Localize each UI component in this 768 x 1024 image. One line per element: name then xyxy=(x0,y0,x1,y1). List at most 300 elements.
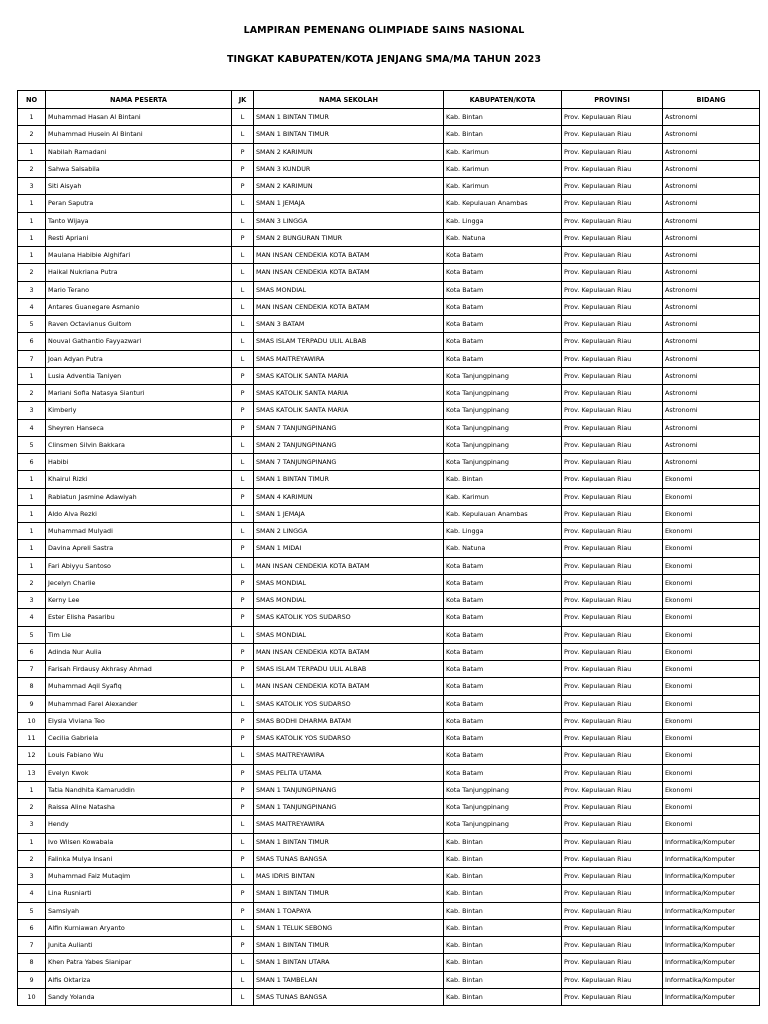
cell-nama-peserta: Evelyn Kwok xyxy=(46,764,232,781)
header-nama-sekolah: NAMA SEKOLAH xyxy=(254,91,444,109)
cell-kabupaten-kota: Kota Batam xyxy=(444,712,562,729)
cell-no: 1 xyxy=(18,781,46,798)
cell-kabupaten-kota: Kota Tanjungpinang xyxy=(444,436,562,453)
cell-jk: P xyxy=(232,419,254,436)
table-row xyxy=(18,850,760,867)
cell-provinsi: Prov. Kepulauan Riau xyxy=(562,126,663,143)
cell-nama-sekolah: MAN INSAN CENDEKIA KOTA BATAM xyxy=(254,298,444,315)
table-row xyxy=(18,264,760,281)
cell-provinsi: Prov. Kepulauan Riau xyxy=(562,281,663,298)
cell-bidang: Astronomi xyxy=(663,264,760,281)
table-row xyxy=(18,557,760,574)
cell-no: 11 xyxy=(18,730,46,747)
table-row xyxy=(18,316,760,333)
cell-no: 1 xyxy=(18,109,46,126)
cell-bidang: Ekonomi xyxy=(663,661,760,678)
cell-bidang: Informatika/Komputer xyxy=(663,902,760,919)
cell-jk: P xyxy=(232,937,254,954)
cell-nama-peserta: Nouval Gathantio Fayyazwari xyxy=(46,333,232,350)
cell-nama-peserta: Mario Terano xyxy=(46,281,232,298)
table-row xyxy=(18,730,760,747)
cell-kabupaten-kota: Kab. Karimun xyxy=(444,143,562,160)
cell-provinsi: Prov. Kepulauan Riau xyxy=(562,799,663,816)
cell-nama-peserta: Davina Apreli Sastra xyxy=(46,540,232,557)
table-row xyxy=(18,902,760,919)
cell-jk: L xyxy=(232,195,254,212)
cell-kabupaten-kota: Kota Batam xyxy=(444,264,562,281)
cell-nama-sekolah: SMAS BODHI DHARMA BATAM xyxy=(254,712,444,729)
cell-nama-peserta: Alfis Oktariza xyxy=(46,971,232,988)
cell-provinsi: Prov. Kepulauan Riau xyxy=(562,781,663,798)
table-row xyxy=(18,454,760,471)
cell-provinsi: Prov. Kepulauan Riau xyxy=(562,971,663,988)
cell-nama-peserta: Lina Rusniarti xyxy=(46,885,232,902)
cell-kabupaten-kota: Kota Tanjungpinang xyxy=(444,385,562,402)
cell-no: 4 xyxy=(18,609,46,626)
cell-nama-peserta: Tanto Wijaya xyxy=(46,212,232,229)
cell-nama-sekolah: SMAN 1 BINTAN TIMUR xyxy=(254,109,444,126)
cell-bidang: Ekonomi xyxy=(663,626,760,643)
cell-jk: P xyxy=(232,712,254,729)
cell-bidang: Informatika/Komputer xyxy=(663,868,760,885)
cell-nama-sekolah: SMAN 1 BINTAN TIMUR xyxy=(254,833,444,850)
cell-no: 1 xyxy=(18,540,46,557)
cell-provinsi: Prov. Kepulauan Riau xyxy=(562,402,663,419)
cell-jk: P xyxy=(232,229,254,246)
cell-provinsi: Prov. Kepulauan Riau xyxy=(562,557,663,574)
cell-no: 1 xyxy=(18,247,46,264)
cell-no: 2 xyxy=(18,385,46,402)
table-header-row xyxy=(18,91,760,109)
cell-jk: P xyxy=(232,799,254,816)
cell-jk: P xyxy=(232,160,254,177)
cell-no: 6 xyxy=(18,919,46,936)
cell-nama-sekolah: SMAN 1 TAMBELAN xyxy=(254,971,444,988)
cell-bidang: Astronomi xyxy=(663,212,760,229)
cell-nama-sekolah: MAN INSAN CENDEKIA KOTA BATAM xyxy=(254,678,444,695)
cell-bidang: Ekonomi xyxy=(663,523,760,540)
table-row xyxy=(18,229,760,246)
cell-provinsi: Prov. Kepulauan Riau xyxy=(562,747,663,764)
table-row xyxy=(18,971,760,988)
cell-kabupaten-kota: Kab. Kepulauan Anambas xyxy=(444,195,562,212)
cell-no: 8 xyxy=(18,954,46,971)
cell-bidang: Ekonomi xyxy=(663,816,760,833)
cell-no: 6 xyxy=(18,333,46,350)
cell-provinsi: Prov. Kepulauan Riau xyxy=(562,160,663,177)
cell-nama-peserta: Sahwa Salsabila xyxy=(46,160,232,177)
cell-nama-sekolah: SMAS MONDIAL xyxy=(254,626,444,643)
cell-nama-peserta: Hendy xyxy=(46,816,232,833)
cell-jk: L xyxy=(232,436,254,453)
table-row xyxy=(18,937,760,954)
cell-nama-peserta: Antares Guanegare Asmanio xyxy=(46,298,232,315)
table-row xyxy=(18,471,760,488)
cell-no: 3 xyxy=(18,592,46,609)
cell-jk: P xyxy=(232,488,254,505)
cell-no: 9 xyxy=(18,695,46,712)
cell-no: 1 xyxy=(18,471,46,488)
cell-kabupaten-kota: Kab. Bintan xyxy=(444,109,562,126)
cell-bidang: Ekonomi xyxy=(663,471,760,488)
cell-no: 4 xyxy=(18,298,46,315)
cell-bidang: Astronomi xyxy=(663,126,760,143)
cell-no: 10 xyxy=(18,988,46,1005)
cell-provinsi: Prov. Kepulauan Riau xyxy=(562,419,663,436)
table-row xyxy=(18,505,760,522)
cell-no: 7 xyxy=(18,937,46,954)
cell-kabupaten-kota: Kota Tanjungpinang xyxy=(444,402,562,419)
cell-provinsi: Prov. Kepulauan Riau xyxy=(562,523,663,540)
cell-kabupaten-kota: Kota Batam xyxy=(444,661,562,678)
cell-nama-sekolah: SMAN 4 KARIMUN xyxy=(254,488,444,505)
cell-nama-peserta: Clinsmen Silvin Bakkara xyxy=(46,436,232,453)
cell-bidang: Astronomi xyxy=(663,385,760,402)
table-row xyxy=(18,816,760,833)
cell-jk: L xyxy=(232,264,254,281)
cell-kabupaten-kota: Kota Tanjungpinang xyxy=(444,454,562,471)
cell-bidang: Ekonomi xyxy=(663,557,760,574)
header-no: NO xyxy=(18,91,46,109)
cell-nama-sekolah: SMAS TUNAS BANGSA xyxy=(254,850,444,867)
cell-nama-sekolah: MAN INSAN CENDEKIA KOTA BATAM xyxy=(254,643,444,660)
cell-bidang: Astronomi xyxy=(663,109,760,126)
cell-bidang: Astronomi xyxy=(663,281,760,298)
cell-kabupaten-kota: Kab. Bintan xyxy=(444,919,562,936)
cell-bidang: Astronomi xyxy=(663,316,760,333)
cell-kabupaten-kota: Kab. Bintan xyxy=(444,833,562,850)
cell-provinsi: Prov. Kepulauan Riau xyxy=(562,988,663,1005)
cell-no: 7 xyxy=(18,661,46,678)
cell-nama-sekolah: SMAN 2 LINGGA xyxy=(254,523,444,540)
cell-no: 4 xyxy=(18,419,46,436)
cell-provinsi: Prov. Kepulauan Riau xyxy=(562,833,663,850)
cell-bidang: Ekonomi xyxy=(663,730,760,747)
cell-bidang: Informatika/Komputer xyxy=(663,850,760,867)
cell-no: 1 xyxy=(18,212,46,229)
cell-bidang: Astronomi xyxy=(663,160,760,177)
cell-no: 3 xyxy=(18,178,46,195)
cell-provinsi: Prov. Kepulauan Riau xyxy=(562,885,663,902)
cell-provinsi: Prov. Kepulauan Riau xyxy=(562,695,663,712)
table-row xyxy=(18,178,760,195)
cell-nama-sekolah: SMAS KATOLIK SANTA MARIA xyxy=(254,367,444,384)
cell-nama-sekolah: SMAS ISLAM TERPADU ULIL ALBAB xyxy=(254,661,444,678)
cell-jk: L xyxy=(232,868,254,885)
cell-jk: P xyxy=(232,402,254,419)
cell-bidang: Astronomi xyxy=(663,367,760,384)
cell-nama-sekolah: SMAN 1 TOAPAYA xyxy=(254,902,444,919)
table-row xyxy=(18,885,760,902)
cell-nama-peserta: Aldo Alva Rezki xyxy=(46,505,232,522)
cell-jk: L xyxy=(232,557,254,574)
cell-provinsi: Prov. Kepulauan Riau xyxy=(562,454,663,471)
table-body xyxy=(18,109,760,1006)
cell-jk: L xyxy=(232,333,254,350)
cell-nama-peserta: Joan Adyan Putra xyxy=(46,350,232,367)
cell-provinsi: Prov. Kepulauan Riau xyxy=(562,764,663,781)
cell-no: 1 xyxy=(18,143,46,160)
cell-nama-sekolah: SMAN 1 BINTAN TIMUR xyxy=(254,126,444,143)
cell-no: 6 xyxy=(18,454,46,471)
table-row xyxy=(18,919,760,936)
cell-provinsi: Prov. Kepulauan Riau xyxy=(562,143,663,160)
cell-nama-peserta: Muhammad Farel Alexander xyxy=(46,695,232,712)
cell-nama-sekolah: SMAS KATOLIK SANTA MARIA xyxy=(254,385,444,402)
cell-nama-peserta: Ivo Wilsen Kowabala xyxy=(46,833,232,850)
cell-jk: L xyxy=(232,695,254,712)
cell-nama-sekolah: SMAN 2 TANJUNGPINANG xyxy=(254,436,444,453)
cell-kabupaten-kota: Kota Tanjungpinang xyxy=(444,367,562,384)
cell-nama-peserta: Muhammad Aqil Syafiq xyxy=(46,678,232,695)
cell-nama-peserta: Junita Aulianti xyxy=(46,937,232,954)
table-row xyxy=(18,160,760,177)
cell-kabupaten-kota: Kab. Bintan xyxy=(444,471,562,488)
cell-kabupaten-kota: Kab. Bintan xyxy=(444,902,562,919)
cell-no: 2 xyxy=(18,126,46,143)
cell-no: 3 xyxy=(18,402,46,419)
cell-nama-peserta: Louis Fabiano Wu xyxy=(46,747,232,764)
cell-nama-sekolah: SMAN 1 BINTAN UTARA xyxy=(254,954,444,971)
cell-kabupaten-kota: Kota Batam xyxy=(444,247,562,264)
table-row xyxy=(18,747,760,764)
cell-no: 7 xyxy=(18,350,46,367)
cell-bidang: Informatika/Komputer xyxy=(663,885,760,902)
cell-nama-peserta: Ester Elisha Pasaribu xyxy=(46,609,232,626)
cell-nama-sekolah: MAN INSAN CENDEKIA KOTA BATAM xyxy=(254,264,444,281)
cell-no: 2 xyxy=(18,264,46,281)
cell-nama-sekolah: SMAN 7 TANJUNGPINANG xyxy=(254,454,444,471)
cell-no: 5 xyxy=(18,626,46,643)
cell-no: 6 xyxy=(18,643,46,660)
table-row xyxy=(18,436,760,453)
cell-nama-peserta: Khairul Rizki xyxy=(46,471,232,488)
cell-nama-sekolah: SMAS MONDIAL xyxy=(254,592,444,609)
header-nama-peserta: NAMA PESERTA xyxy=(46,91,232,109)
cell-jk: P xyxy=(232,574,254,591)
cell-nama-sekolah: SMAN 1 TANJUNGPINANG xyxy=(254,781,444,798)
cell-bidang: Astronomi xyxy=(663,143,760,160)
cell-provinsi: Prov. Kepulauan Riau xyxy=(562,540,663,557)
cell-jk: L xyxy=(232,471,254,488)
cell-bidang: Astronomi xyxy=(663,298,760,315)
cell-provinsi: Prov. Kepulauan Riau xyxy=(562,868,663,885)
cell-nama-peserta: Tatia Nandhita Kamaruddin xyxy=(46,781,232,798)
cell-no: 3 xyxy=(18,281,46,298)
cell-nama-peserta: Khen Patra Yabes Sianipar xyxy=(46,954,232,971)
cell-no: 8 xyxy=(18,678,46,695)
table-row xyxy=(18,643,760,660)
cell-kabupaten-kota: Kota Tanjungpinang xyxy=(444,799,562,816)
cell-bidang: Informatika/Komputer xyxy=(663,954,760,971)
cell-jk: L xyxy=(232,988,254,1005)
cell-nama-peserta: Resti Apriani xyxy=(46,229,232,246)
cell-nama-sekolah: SMAS KATOLIK YOS SUDARSO xyxy=(254,609,444,626)
cell-nama-sekolah: SMAN 7 TANJUNGPINANG xyxy=(254,419,444,436)
cell-nama-sekolah: SMAS ISLAM TERPADU ULIL ALBAB xyxy=(254,333,444,350)
document-title: LAMPIRAN PEMENANG OLIMPIADE SAINS NASIONAL xyxy=(243,25,525,36)
cell-jk: P xyxy=(232,540,254,557)
cell-bidang: Ekonomi xyxy=(663,505,760,522)
cell-jk: P xyxy=(232,850,254,867)
cell-nama-peserta: Muhammad Hasan Al Bintani xyxy=(46,109,232,126)
cell-provinsi: Prov. Kepulauan Riau xyxy=(562,609,663,626)
table-row xyxy=(18,799,760,816)
cell-nama-peserta: Jecelyn Charlie xyxy=(46,574,232,591)
cell-nama-sekolah: SMAN 3 LINGGA xyxy=(254,212,444,229)
cell-provinsi: Prov. Kepulauan Riau xyxy=(562,178,663,195)
cell-no: 13 xyxy=(18,764,46,781)
cell-no: 9 xyxy=(18,971,46,988)
cell-nama-sekolah: SMAS KATOLIK YOS SUDARSO xyxy=(254,695,444,712)
cell-nama-peserta: Farisah Firdausy Akhrasy Ahmad xyxy=(46,661,232,678)
cell-provinsi: Prov. Kepulauan Riau xyxy=(562,247,663,264)
cell-jk: P xyxy=(232,609,254,626)
cell-nama-peserta: Adinda Nur Aulia xyxy=(46,643,232,660)
cell-nama-sekolah: SMAS MAITREYAWIRA xyxy=(254,747,444,764)
cell-no: 1 xyxy=(18,229,46,246)
cell-kabupaten-kota: Kota Batam xyxy=(444,333,562,350)
cell-nama-sekolah: SMAN 1 BINTAN TIMUR xyxy=(254,885,444,902)
cell-jk: L xyxy=(232,919,254,936)
cell-nama-sekolah: SMAN 1 BINTAN TIMUR xyxy=(254,471,444,488)
cell-kabupaten-kota: Kota Tanjungpinang xyxy=(444,781,562,798)
table-row xyxy=(18,592,760,609)
table-row xyxy=(18,574,760,591)
cell-no: 5 xyxy=(18,902,46,919)
table-row xyxy=(18,367,760,384)
cell-jk: P xyxy=(232,902,254,919)
cell-kabupaten-kota: Kota Batam xyxy=(444,764,562,781)
cell-bidang: Ekonomi xyxy=(663,574,760,591)
cell-kabupaten-kota: Kab. Bintan xyxy=(444,868,562,885)
cell-bidang: Astronomi xyxy=(663,436,760,453)
cell-no: 1 xyxy=(18,523,46,540)
cell-nama-sekolah: SMAN 3 BATAM xyxy=(254,316,444,333)
cell-provinsi: Prov. Kepulauan Riau xyxy=(562,505,663,522)
cell-provinsi: Prov. Kepulauan Riau xyxy=(562,212,663,229)
table-row xyxy=(18,661,760,678)
table-row xyxy=(18,419,760,436)
cell-jk: L xyxy=(232,247,254,264)
cell-provinsi: Prov. Kepulauan Riau xyxy=(562,436,663,453)
cell-no: 2 xyxy=(18,850,46,867)
cell-no: 1 xyxy=(18,557,46,574)
cell-kabupaten-kota: Kota Batam xyxy=(444,281,562,298)
cell-kabupaten-kota: Kota Batam xyxy=(444,298,562,315)
cell-jk: L xyxy=(232,454,254,471)
cell-nama-sekolah: SMAS TUNAS BANGSA xyxy=(254,988,444,1005)
cell-bidang: Ekonomi xyxy=(663,695,760,712)
cell-kabupaten-kota: Kota Batam xyxy=(444,316,562,333)
table-row xyxy=(18,126,760,143)
cell-provinsi: Prov. Kepulauan Riau xyxy=(562,109,663,126)
cell-provinsi: Prov. Kepulauan Riau xyxy=(562,816,663,833)
cell-kabupaten-kota: Kab. Bintan xyxy=(444,885,562,902)
cell-jk: L xyxy=(232,109,254,126)
cell-nama-peserta: Nabilah Ramadani xyxy=(46,143,232,160)
cell-provinsi: Prov. Kepulauan Riau xyxy=(562,850,663,867)
cell-jk: L xyxy=(232,212,254,229)
cell-nama-peserta: Cecilia Gabriela xyxy=(46,730,232,747)
table-row xyxy=(18,833,760,850)
cell-nama-peserta: Kerny Lee xyxy=(46,592,232,609)
cell-kabupaten-kota: Kab. Natuna xyxy=(444,229,562,246)
cell-bidang: Ekonomi xyxy=(663,678,760,695)
table-row xyxy=(18,764,760,781)
cell-nama-peserta: Raven Octavianus Gultom xyxy=(46,316,232,333)
cell-bidang: Astronomi xyxy=(663,195,760,212)
cell-nama-sekolah: MAS IDRIS BINTAN xyxy=(254,868,444,885)
cell-jk: P xyxy=(232,764,254,781)
cell-nama-peserta: Maulana Habibie Alghifari xyxy=(46,247,232,264)
cell-bidang: Ekonomi xyxy=(663,781,760,798)
cell-no: 2 xyxy=(18,574,46,591)
header-kabupaten-kota: KABUPATEN/KOTA xyxy=(444,91,562,109)
cell-bidang: Informatika/Komputer xyxy=(663,971,760,988)
table-row xyxy=(18,626,760,643)
cell-bidang: Astronomi xyxy=(663,333,760,350)
table-row xyxy=(18,143,760,160)
cell-nama-sekolah: SMAS MAITREYAWIRA xyxy=(254,816,444,833)
cell-provinsi: Prov. Kepulauan Riau xyxy=(562,333,663,350)
cell-provinsi: Prov. Kepulauan Riau xyxy=(562,298,663,315)
cell-provinsi: Prov. Kepulauan Riau xyxy=(562,919,663,936)
cell-no: 5 xyxy=(18,436,46,453)
cell-jk: L xyxy=(232,316,254,333)
cell-nama-sekolah: SMAS MAITREYAWIRA xyxy=(254,350,444,367)
cell-provinsi: Prov. Kepulauan Riau xyxy=(562,730,663,747)
cell-kabupaten-kota: Kab. Lingga xyxy=(444,523,562,540)
table-row xyxy=(18,298,760,315)
cell-nama-peserta: Mariani Sofia Natasya Sianturi xyxy=(46,385,232,402)
cell-bidang: Informatika/Komputer xyxy=(663,937,760,954)
cell-provinsi: Prov. Kepulauan Riau xyxy=(562,488,663,505)
cell-no: 2 xyxy=(18,799,46,816)
cell-bidang: Ekonomi xyxy=(663,609,760,626)
cell-kabupaten-kota: Kab. Natuna xyxy=(444,540,562,557)
cell-nama-sekolah: SMAN 1 JEMAJA xyxy=(254,195,444,212)
cell-nama-sekolah: SMAN 2 KARIMUN xyxy=(254,178,444,195)
cell-nama-sekolah: SMAS PELITA UTAMA xyxy=(254,764,444,781)
table-row xyxy=(18,988,760,1005)
cell-nama-sekolah: SMAN 2 BUNGURAN TIMUR xyxy=(254,229,444,246)
cell-jk: L xyxy=(232,678,254,695)
table-row xyxy=(18,695,760,712)
table-row xyxy=(18,195,760,212)
cell-provinsi: Prov. Kepulauan Riau xyxy=(562,937,663,954)
cell-no: 3 xyxy=(18,868,46,885)
cell-no: 4 xyxy=(18,885,46,902)
cell-provinsi: Prov. Kepulauan Riau xyxy=(562,316,663,333)
table-row xyxy=(18,609,760,626)
cell-provinsi: Prov. Kepulauan Riau xyxy=(562,574,663,591)
cell-nama-sekolah: SMAS MONDIAL xyxy=(254,574,444,591)
cell-jk: L xyxy=(232,747,254,764)
cell-kabupaten-kota: Kota Batam xyxy=(444,557,562,574)
cell-jk: P xyxy=(232,781,254,798)
cell-jk: L xyxy=(232,816,254,833)
cell-kabupaten-kota: Kota Batam xyxy=(444,626,562,643)
cell-kabupaten-kota: Kab. Bintan xyxy=(444,126,562,143)
cell-bidang: Astronomi xyxy=(663,402,760,419)
cell-nama-peserta: Raissa Aline Natasha xyxy=(46,799,232,816)
cell-provinsi: Prov. Kepulauan Riau xyxy=(562,264,663,281)
cell-no: 1 xyxy=(18,195,46,212)
cell-bidang: Astronomi xyxy=(663,454,760,471)
cell-nama-peserta: Siti Aisyah xyxy=(46,178,232,195)
cell-provinsi: Prov. Kepulauan Riau xyxy=(562,471,663,488)
